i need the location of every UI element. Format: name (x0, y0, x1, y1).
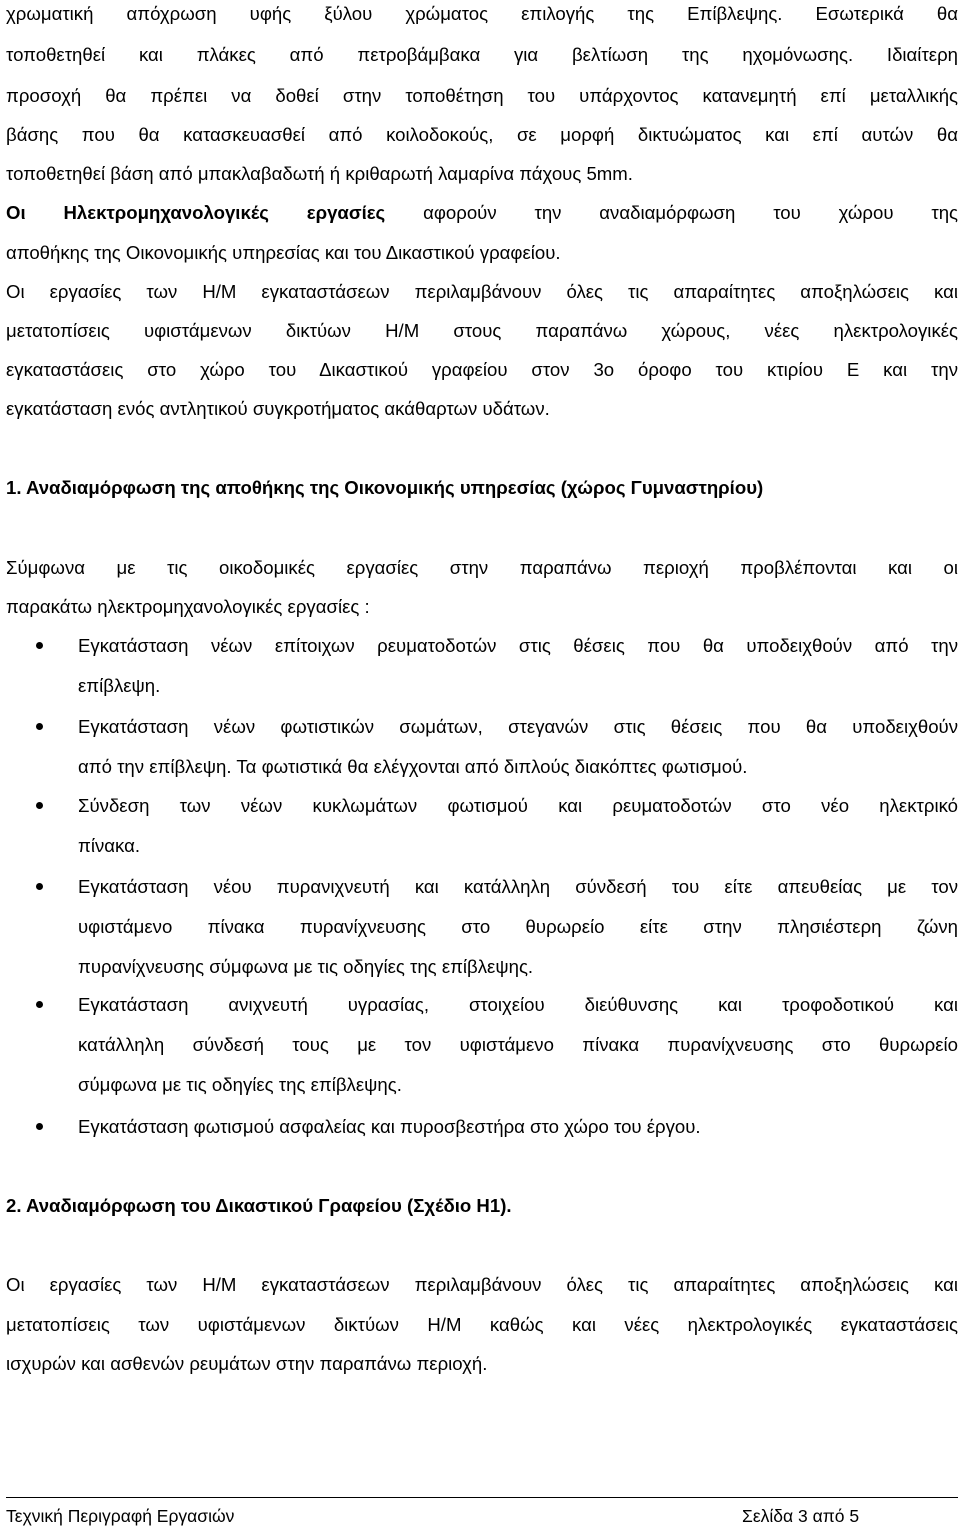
em-line1-rest: αφορούν την αναδιαμόρφωση του χώρου της (423, 202, 958, 223)
em-paragraph-line-2: αποθήκης της Οικονομικής υπηρεσίας και του Δικαστικού γραφείου. (6, 242, 561, 263)
bullet-dot (36, 883, 43, 890)
section1-heading: 1. Αναδιαμόρφωση της αποθήκης της Οικονομικής υπηρεσίας (χώρος Γυμναστηρίου) (6, 477, 764, 498)
em-details-line-4: εγκατάσταση ενός αντλητικού συγκροτήματος ακάθαρτων υδάτων. (6, 398, 550, 419)
intro-line-3: προσοχή θα πρέπει να δοθεί στην τοποθέτηση του υπάρχοντος κατανεμητή επί μεταλλικής (6, 85, 958, 106)
list-item-line: Εγκατάσταση ανιχνευτή υγρασίας, στοιχείου διεύθυνσης και τροφοδοτικού και (78, 994, 958, 1015)
bullet-dot (36, 802, 43, 809)
footer-document-title: Τεχνική Περιγραφή Εργασιών (6, 1506, 235, 1526)
intro-line-2: τοποθετηθεί και πλάκες από πετροβάμβακα για βελτίωση της ηχομόνωσης. Ιδιαίτερη (6, 44, 958, 65)
em-paragraph-line-1 (6, 202, 958, 224)
list-item-line: υφιστάμενο πίνακα πυρανίχνευσης στο θυρωρείο είτε στην πλησιέστερη ζώνη (78, 916, 958, 937)
section2-heading: 2. Αναδιαμόρφωση του Δικαστικού Γραφείου (Σχέδιο Η1). (6, 1195, 512, 1216)
bullet-dot (36, 642, 43, 649)
bullet-dot (36, 1123, 43, 1130)
intro-line-4: βάσης που θα κατασκευασθεί από κοιλοδοκούς, σε μορφή δικτυώματος και επί αυτών θα (6, 124, 958, 145)
footer-rule (6, 1497, 958, 1498)
em-details-line-2: μετατοπίσεις υφιστάμενων δικτύων Η/Μ στους παραπάνω χώρους, νέες ηλεκτρολογικές (6, 320, 958, 341)
bullet-dot (36, 1001, 43, 1008)
list-item-line: κατάλληλη σύνδεσή τους με τον υφιστάμενο πίνακα πυρανίχνευσης στο θυρωρείο (78, 1034, 958, 1055)
section1-intro-line-1: Σύμφωνα με τις οικοδομικές εργασίες στην παραπάνω περιοχή προβλέπονται και οι (6, 557, 958, 578)
list-item-line: από την επίβλεψη. Τα φωτιστικά θα ελέγχονται από διπλούς διακόπτες φωτισμού. (78, 756, 748, 777)
list-item-line: επίβλεψη. (78, 675, 161, 696)
list-item-line: Σύνδεση των νέων κυκλωμάτων φωτισμού και ρευματοδοτών στο νέο ηλεκτρικό (78, 795, 958, 816)
list-item-line: σύμφωνα με τις οδηγίες της επίβλεψης. (78, 1074, 402, 1095)
list-item-line: Εγκατάσταση νέου πυρανιχνευτή και κατάλληλη σύνδεσή του είτε απευθείας με τον (78, 876, 958, 897)
section2-line-2: μετατοπίσεις των υφιστάμενων δικτύων Η/Μ καθώς και νέες ηλεκτρολογικές εγκαταστάσεις (6, 1314, 958, 1335)
section1-intro-line-2: παρακάτω ηλεκτρομηχανολογικές εργασίες : (6, 596, 370, 617)
list-item-line: Εγκατάσταση νέων επίτοιχων ρευματοδοτών στις θέσεις που θα υποδειχθούν από την (78, 635, 958, 656)
em-details-line-1: Οι εργασίες των Η/Μ εγκαταστάσεων περιλαμβάνουν όλες τις απαραίτητες αποξηλώσεις και (6, 281, 958, 302)
intro-line-5: τοποθετηθεί βάση από μπακλαβαδωτή ή κριθαρωτή λαμαρίνα πάχους 5mm. (6, 163, 633, 184)
list-item-line: πίνακα. (78, 835, 140, 856)
bullet-dot (36, 723, 43, 730)
em-details-line-3: εγκαταστάσεις στο χώρο του Δικαστικού γραφείου στον 3ο όροφο του κτιρίου Ε και την (6, 359, 958, 380)
em-bold-lead: Οι Ηλεκτρομηχανολογικές εργασίες (6, 202, 386, 223)
list-item-line: πυρανίχνευσης σύμφωνα με τις οδηγίες της επίβλεψης. (78, 956, 534, 977)
list-item-line: Εγκατάσταση νέων φωτιστικών σωμάτων, στεγανών στις θέσεις που θα υποδειχθούν (78, 716, 958, 737)
footer-page-number: Σελίδα 3 από 5 (742, 1506, 860, 1526)
list-item-line: Εγκατάσταση φωτισμού ασφαλείας και πυροσβεστήρα στο χώρο του έργου. (78, 1116, 701, 1137)
section2-line-3: ισχυρών και ασθενών ρευμάτων στην παραπάνω περιοχή. (6, 1353, 488, 1374)
section2-line-1: Οι εργασίες των Η/Μ εγκαταστάσεων περιλαμβάνουν όλες τις απαραίτητες αποξηλώσεις και (6, 1274, 958, 1295)
intro-line-1: χρωματική απόχρωση υφής ξύλου χρώματος επιλογής της Επίβλεψης. Εσωτερικά θα (6, 3, 958, 24)
